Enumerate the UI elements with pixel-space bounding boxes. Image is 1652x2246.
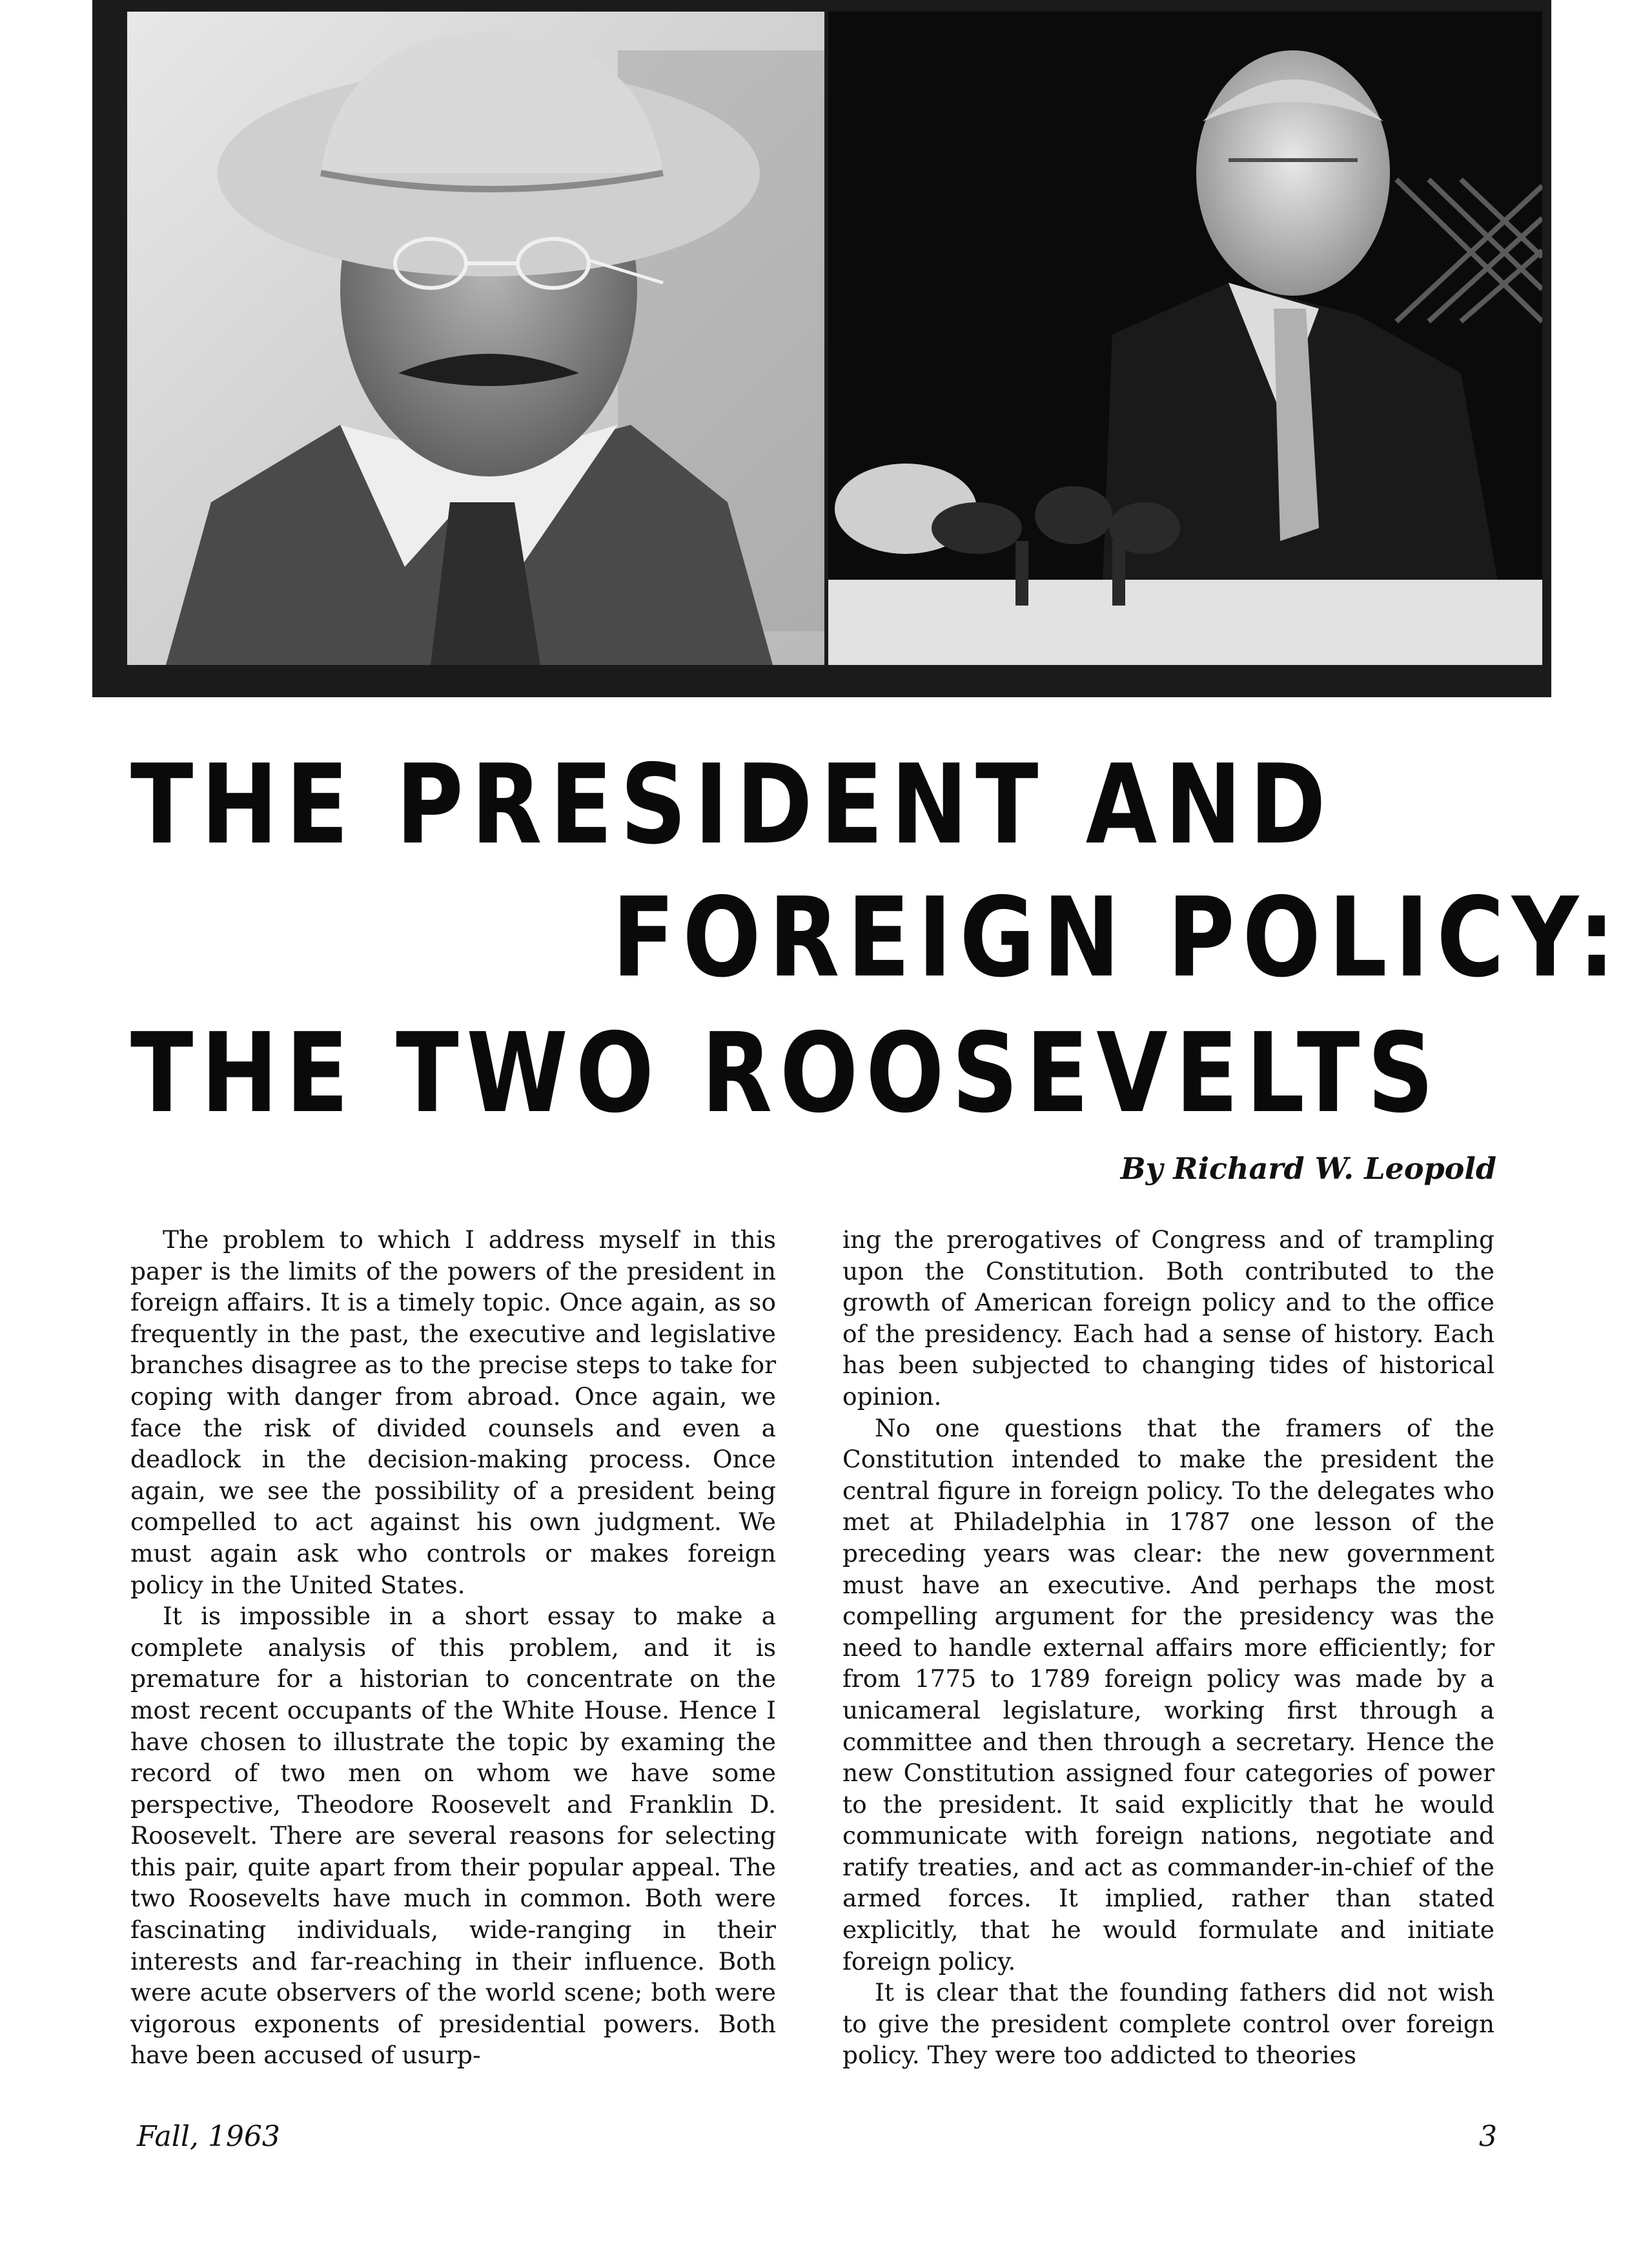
franklin-roosevelt-portrait-image: [828, 12, 1542, 665]
article-column-right: [842, 1224, 1494, 2071]
footer-issue-date: Fall, 1963: [137, 2120, 280, 2153]
theodore-roosevelt-photo: [127, 12, 824, 665]
paragraph: It is impossible in a short essay to make a complete analysis of this problem, and it is premature for a historian to concentrate on the most recent occupants of the White House. Hence I have chosen to illustrate the topic by examing the record of two men on whom we have some perspective, Theodore Roosevelt and Franklin D. Roosevelt. There are several reasons for selecting this pair, quite apart from their popular appeal. The two Roosevelts have much in common. Both were fascinating individuals, wide-ranging in their interests and far-reaching in their influence. Both were acute observers of the world scene; both were vigorous exponents of presidential powers. Both have been accused of usurp-: [130, 1602, 776, 2070]
paragraph: No one questions that the framers of the Constitution intended to make the president the central figure in foreign policy. To the delegates who met at Philadelphia in 1787 one lesson of the preceding years was clear: the new government must have an executive. And perhaps the most compelling argument for the presidency was the need to handle external affairs more efficiently; for from 1775 to 1789 foreign policy was made by a unicameral legislature, working first through a committee and then through a secretary. Hence the new Constitution assigned four categories of power to the president. It said explicitly that he would communicate with foreign nations, negotiate and ratify treaties, and act as commander-in-chief of the armed forces. It implied, rather than stated explicitly, that he would formulate and initiate foreign policy.: [842, 1413, 1494, 1975]
paragraph: The problem to which I address myself in this paper is the limits of the powers of the president in foreign affairs. It is a timely topic. Once again, as so frequently in the past, the executive and legislative branches disagree as to the precise steps to take for coping with danger from abroad. Once again, we face the risk of divided counsels and even a deadlock in the decision-making process. Once again, we see the possibility of a president being compelled to act against his own judgment. We must again ask who controls or makes foreign policy in the United States.: [130, 1225, 776, 1599]
paragraph: It is clear that the founding fathers did not wish to give the president complete control over foreign policy. They were too addicted to theories: [842, 1978, 1494, 2070]
theodore-roosevelt-portrait-image: [127, 12, 824, 665]
headline-line-2: FOREIGN POLICY:: [612, 874, 1623, 1002]
franklin-roosevelt-photo: [828, 12, 1542, 665]
headline-line-1: THE PRESIDENT AND: [130, 741, 1334, 869]
article-column-left: [130, 1224, 776, 2071]
photo-band: [92, 0, 1551, 697]
footer-page-number: 3: [1479, 2120, 1497, 2153]
headline-line-3: THE TWO ROOSEVELTS: [130, 1010, 1442, 1138]
byline: By Richard W. Leopold: [1120, 1151, 1496, 1186]
paragraph: ing the prerogatives of Congress and of trampling upon the Constitution. Both contributed to the growth of American foreign policy and to the office of the presidency. Each had a sense of history. Each has been subjected to changing tides of historical opinion.: [842, 1225, 1494, 1411]
